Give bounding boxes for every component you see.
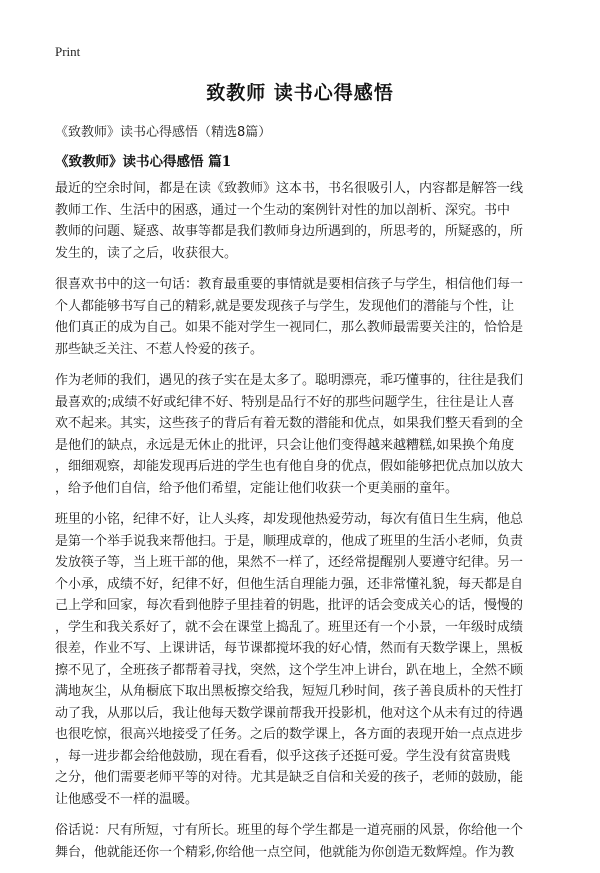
- paragraph-line: 最近的空余时间，都是在读《致教师》这本书，书名很吸引人，内容都是解答一线: [55, 181, 524, 196]
- paragraph-line: 他们真正的成为自己。如果不能对学生一视同仁，那么教师最需要关注的，恰恰是: [55, 320, 524, 335]
- paragraph-line: 那些缺乏关注、不惹人怜爱的孩子。: [55, 341, 264, 357]
- paragraph-line: 很喜欢书中的这一句话：教育最重要的事情就是要相信孩子与学生，相信他们每一: [55, 277, 524, 292]
- document-subtitle: 《致教师》读书心得感悟（精选8篇）: [55, 125, 272, 140]
- paragraph-line: 俗话说：尺有所短，寸有所长。班里的每个学生都是一道亮丽的风景，你给他一个: [55, 823, 524, 838]
- paragraph-line: ，每一进步都会给他鼓励，现在看看，似乎这孩子还挺可爱。学生没有贫富贵贱: [55, 748, 511, 764]
- paragraph-line: 作为老师的我们，遇见的孩子实在是太多了。聪明漂亮，乖巧懂事的，往往是我们: [55, 373, 524, 388]
- paragraph-line: 之分，他们需要老师平等的对待。尤其是缺乏自信和关爱的孩子，老师的鼓励，能: [55, 770, 524, 785]
- paragraph-line: 发放筷子等，当上班干部的他，果然不一样了，还经常提醒别人要遵守纪律。另一: [55, 555, 524, 570]
- paragraph-line: 个小承，成绩不好，纪律不好，但他生活自理能力强，还非常懂礼貌，每天都是自: [55, 576, 524, 592]
- body-paragraph: [55, 820, 550, 863]
- article-body: [55, 178, 550, 873]
- paragraph-line: 让他感受不一样的温暖。: [55, 791, 199, 807]
- page-title: 致教师 读书心得感悟: [206, 82, 394, 104]
- paragraph-line: 擦不见了，全班孩子都帮着寻找，突然，这个学生冲上讲台，趴在地上，全然不顾: [55, 662, 524, 678]
- paragraph-line: 是他们的缺点，永远是无休止的批评，只会让他们变得越来越糟糕,如果换个角度: [55, 437, 515, 453]
- paragraph-line: 是第一个举手说我来帮他扫。于是，顺理成章的，他成了班里的生活小老师，负责: [55, 533, 524, 549]
- paragraph-line: 班里的小铭，纪律不好，让人头疼，却发现他热爱劳动，每次有值日生生病，他总: [55, 512, 524, 527]
- paragraph-line: 发生的，读了之后，收获很大。: [55, 245, 238, 261]
- paragraph-line: 也很吃惊，很高兴地接受了任务。之后的数学课上，各方面的表现开始一点点进步: [55, 727, 524, 742]
- body-paragraph: [55, 370, 550, 499]
- paragraph-line: 舞台，他就能还你一个精彩,你给他一点空间，他就能为你创造无数辉煌。作为教: [55, 844, 515, 860]
- print-link[interactable]: Print: [55, 44, 81, 59]
- paragraph-line: 很差，作业不写、上课讲话，每节课都搅坏我的好心情，然而有天数学课上，黑板: [55, 641, 524, 656]
- paragraph-line: ，给予他们自信，给予他们希望，定能让他们收获一个更美丽的童年。: [55, 480, 459, 496]
- paragraph-line: 己上学和回家，每次看到他脖子里挂着的钥匙，批评的话会变成关心的话，慢慢的: [55, 598, 524, 613]
- paragraph-line: 教师工作、生活中的困惑，通过一个生动的案例针对性的加以剖析、深究。书中: [55, 202, 511, 218]
- body-paragraph: [55, 178, 550, 264]
- body-paragraph: [55, 509, 550, 810]
- paragraph-line: 最喜欢的;成绩不好或纪律不好、特别是品行不好的那些问题学生，往往是让人喜: [55, 394, 515, 410]
- paragraph-line: 个人都能够书写自己的精彩,就是要发现孩子与学生，发现他们的潜能与个性，让: [55, 298, 515, 314]
- paragraph-line: 教师的问题、疑惑、故事等都是我们教师身边所遇到的，所思考的，所疑惑的，所: [55, 224, 524, 239]
- paragraph-line: 动了我，从那以后，我让他每天数学课前帮我开投影机，他对这个从未有过的待遇: [55, 705, 524, 721]
- paragraph-line: 欢不起来。其实，这些孩子的背后有着无数的潜能和优点，如果我们整天看到的全: [55, 416, 524, 431]
- body-paragraph: [55, 274, 550, 360]
- paragraph-line: ，学生和我关系好了，就不会在课堂上捣乱了。班里还有一个小景，一年级时成绩: [55, 619, 524, 635]
- paragraph-line: 满地灰尘，从角橱底下取出黑板擦交给我，短短几秒时间，孩子善良质朴的天性打: [55, 684, 524, 699]
- paragraph-line: ，细细观察，却能发现再后进的学生也有他自身的优点，假如能够把优点加以放大: [55, 459, 524, 474]
- section-heading: 《致教师》读书心得感悟 篇1: [55, 154, 232, 170]
